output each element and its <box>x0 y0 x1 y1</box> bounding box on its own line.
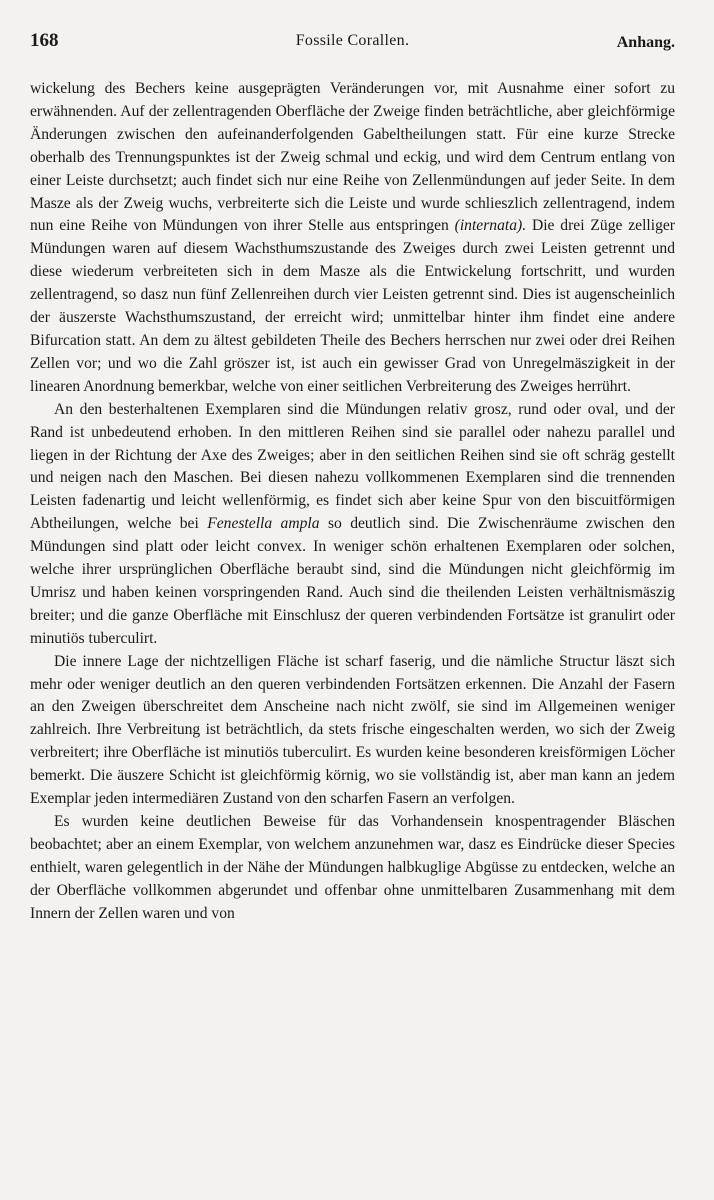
text-run: Es wurden keine deutlichen Beweise für das Vorhandensein knospentragender Bläschen beobachtet; aber an einem Exemplar, von welchem anzunehmen war, dasz es Eindrücke dieser Species enthielt, waren gelegentlich in der Nähe der Mündungen halbkuglige Abgüsse zu entdecken, welche an der Oberfläche vollkommen abgerundet und offenbar ohne unmittelbaren Zusammenhang mit dem Innern der Zellen waren und von <box>30 813 675 922</box>
italic-term: Fenestella ampla <box>207 515 320 533</box>
body-text <box>30 78 675 926</box>
page-number: 168 <box>30 30 59 51</box>
paragraph <box>30 78 675 399</box>
italic-term: (internata). <box>454 217 527 235</box>
text-run: so deutlich sind. Die Zwischenräume zwischen den Mündungen sind platt oder leicht convex. In weniger schön erhaltenen Exemplaren oder solchen, welche ihrer ursprünglichen Oberfläche beraubt sind, sind die Mündungen nicht gleichförmig im Umrisz und haben keinen vorspringenden Rand. Auch sind die theilenden Leisten verhältnismäszig breiter; und die ganze Oberfläche mit Einschlusz der queren verbindenden Fortsätze ist granulirt oder minutiös tuberculirt. <box>30 515 675 647</box>
text-run: Die drei Züge zelliger Mündungen waren auf diesem Wachsthumszustande des Zweiges durch zwei Leisten getrennt und diese wiederum verbreiteten sich in dem Masze als die Entwickelung fortschritt, und wurden zellentragend, so dasz nun fünf Zellenreihen durch vier Leisten getrennt sind. Dies ist augenscheinlich der äuszerste Wachsthumszustand, der erreicht wird; unmittelbar hinter ihm findet eine andere Bifurcation statt. An dem zu ältest gebildeten Theile des Bechers herrschen nur zwei oder drei Reihen Zellen vor; und wo die Zahl gröszer ist, ist auch ein gewisser Grad von Unregelmäszigkeit in der linearen Anordnung bemerkbar, welche von einer seitlichen Verbreiterung des Zweiges herrührt. <box>30 217 675 395</box>
book-page <box>30 28 675 926</box>
text-run: wickelung des Bechers keine ausgeprägten Veränderungen vor, mit Ausnahme einer sofort zu erwähnenden. Auf der zellentragenden Oberfläche der Zweige finden beträchtliche, aber gleichförmige Änderungen zwischen den aufeinanderfolgenden Gabeltheilungen statt. Für eine kurze Strecke oberhalb des Trennungspunktes ist der Zweig schmal und eckig, und wird dem Centrum entlang von einer Leiste durchsetzt; auch findet sich nur eine Reihe von Zellenmündungen auf jeder Seite. In dem Masze als der Zweig wuchs, verbreiterte sich die Leiste und wurde schlieszlich zellentragend, indem nun eine Reihe von Mündungen von ihrer Stelle aus entspringen <box>30 80 675 235</box>
running-title: Fossile Corallen. <box>295 32 410 49</box>
section-title: Anhang. <box>616 34 675 51</box>
text-run: Die innere Lage der nichtzelligen Fläche ist scharf faserig, und die nämliche Structur läszt sich mehr oder weniger deutlich an den queren verbindenden Fortsätzen erkennen. Die Anzahl der Fasern an den Zweigen überschreitet dem Anscheine nach nicht zwölf, sie sind im Allgemeinen weniger zahlreich. Ihre Verbreitung ist beträchtlich, da stets frische eingeschalten werden, wo sich der Zweig verbreitert; ihre Oberfläche ist minutiös tuberculirt. Es wurden keine besonderen kreisförmigen Löcher bemerkt. Die äuszere Schicht ist gleichförmig körnig, wo sie vollständig ist, aber man kann an jedem Exemplar jeden intermediären Zustand von den scharfen Fasern an verfolgen. <box>30 652 675 808</box>
paragraph <box>30 399 675 651</box>
text-run: An den besterhaltenen Exemplaren sind die Mündungen relativ grosz, rund oder oval, und der Rand ist unbedeutend erhoben. In den mittleren Reihen sind sie parallel oder nahezu parallel und liegen in der Richtung der Axe des Zweiges; aber in den seitlichen Reihen sind sie oft schräg gestellt und neigen nach den Maschen. Bei diesen nahezu vollkommenen Exemplaren sind die trennenden Leisten fadenartig und leicht wellenförmig, es findet sich aber keine Spur von den biscuitförmigen Abtheilungen, welche bei <box>30 400 675 533</box>
running-header <box>30 28 675 58</box>
paragraph <box>30 811 675 926</box>
paragraph <box>30 651 675 811</box>
